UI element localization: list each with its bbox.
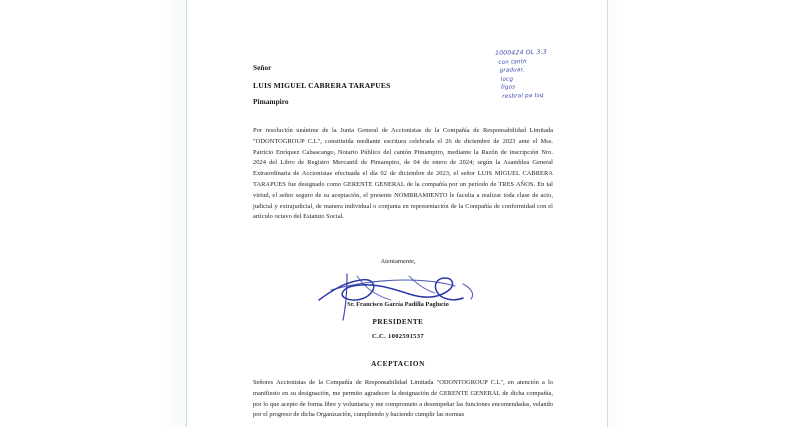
acceptance-heading: ACEPTACION: [371, 360, 425, 368]
signatory-id: C.C. 1002591537: [372, 333, 424, 340]
recipient-name: LUIS MIGUEL CABRERA TARAPUES: [253, 81, 391, 90]
closing-line: Atentamente,: [380, 258, 416, 265]
document-page[interactable]: [186, 0, 608, 427]
handwritten-line: locg: [500, 76, 514, 83]
body-paragraph: Por resolución unánime de la Junta General de Accionistas de la Compañía de Responsabilidad Limitada "ODONTOGROUP C.L", constituida mediante escritura celebrada el 26 de diciembre de 2023 ante el Mss. Patricio Enríquez Cabascango, Notario Público del cantón Pimampiro, mediante la Razón de inscripción Nro. 2024 del Libro de Registro Mercantil de Pimampiro, de 04 de enero de 2024; según la Asamblea General Extraordinaria de Accionistas efectuada el día 02 de diciembre de 2023; el señor LUIS MIGUEL CABRERA TARAPUES fue designado como GERENTE GENERAL de la compañía por un período de TRES AÑOS. En tal virtud, el señor seguro de su aceptación, el presente NOMBRAMIENTO le faculta a realizar toda clase de acto, judicial y extrajudicial, de manera individual o conjunta en representación de la Compañía de conformidad con el artículo octavo del Estatuto Social.: [253, 127, 553, 221]
handwritten-line: con tanth: [498, 58, 527, 66]
page-gutter-left: [0, 0, 186, 427]
recipient-salutation: Señor: [253, 64, 272, 72]
document-content: [187, 0, 608, 427]
signature-ink: [313, 266, 489, 322]
acceptance-paragraph: Señores Accionistas de la Compañía de Responsabilidad Limitada "ODONTOGROUP C.L", en atención a lo manifiesto en su designación, me permito agradecer la designación de GERENTE GENERAL de dicha compañía, por lo que acepto de forma libre y voluntaria y me comprometo a desempeñar las funciones encomendadas, velando por el progreso de dicha Organización, cumpliendo y haciendo cumplir las normas: [253, 379, 553, 419]
signatory-role: PRESIDENTE: [372, 318, 424, 326]
page-gutter-right: [608, 0, 800, 427]
handwritten-annotation: [495, 48, 588, 102]
recipient-city: Pimampiro: [253, 97, 289, 106]
handwritten-line: resbral pa tsq: [502, 92, 544, 100]
handwritten-line: figos: [500, 84, 516, 92]
handwritten-line: 1000424 OL 3.3: [495, 48, 547, 57]
signatory-name: Sr. Francisco García Padilla Paglucio: [347, 301, 449, 308]
handwritten-line: graduar,: [499, 67, 525, 75]
